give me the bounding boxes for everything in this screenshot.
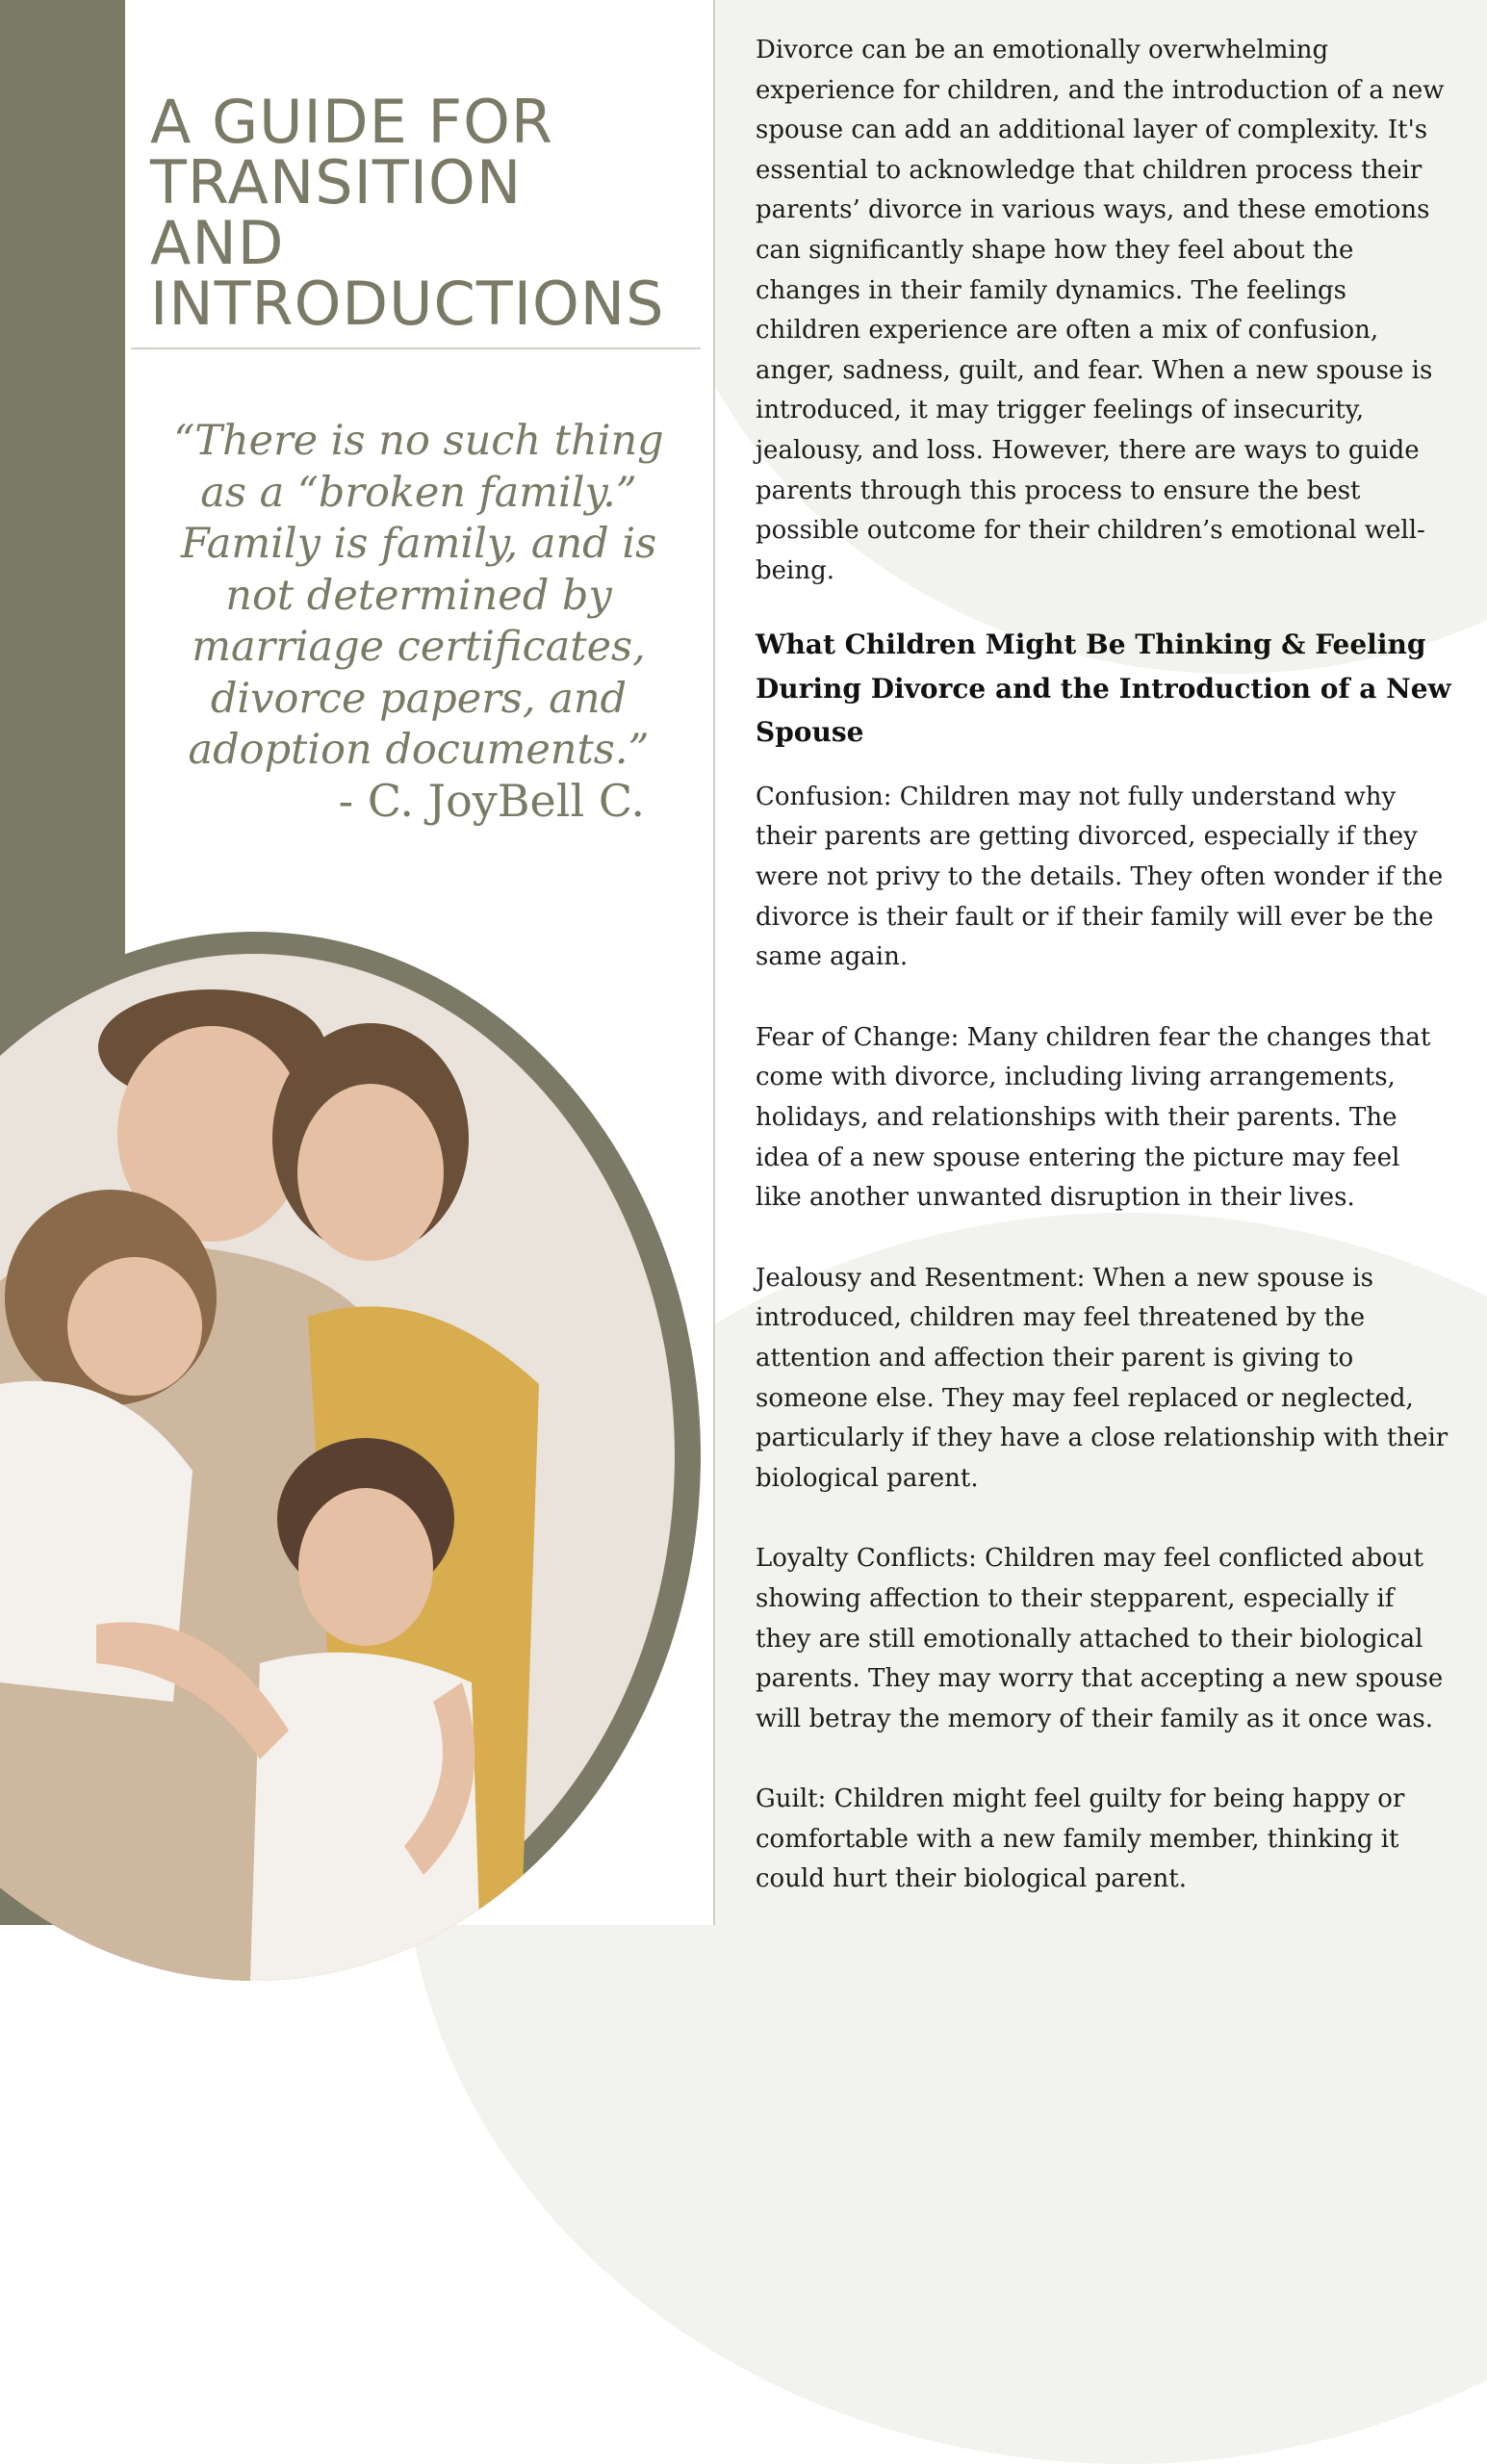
pull-quote: “There is no such thing as a “broken family.” Family is family, and is not determined by marriage certificates, divorce papers, and adoption documents.”: [173, 417, 664, 774]
section-heading: What Children Might Be Thinking & Feeling During Divorce and the Introduction of a New Spouse: [756, 629, 1451, 749]
column-divider: [713, 0, 715, 1925]
feeling-item-fear-of-change: Fear of Change: Many children fear the changes that come with divorce, including living arrangements, holidays, and relationships with their parents. The idea of a new spouse entering the picture may feel like another unwanted disruption in their lives.: [756, 1022, 1431, 1213]
feeling-item-loyalty: Loyalty Conflicts: Children may feel conflicted about showing affection to their stepparent, especially if they are still emotionally attached to their biological parents. They may worry that accepting a new spouse will betray the memory of their family as it once was.: [756, 1544, 1444, 1733]
quote-author: - C. JoyBell C.: [338, 775, 645, 827]
title-line: A GUIDE FOR: [150, 87, 553, 157]
intro-paragraph: Divorce can be an emotionally overwhelming experience for children, and the introduction of a new spouse can add an additional layer of complexity. It's essential to acknowledge that children process their parents’ divorce in various ways, and these emotions can significantly shape how they feel about the changes in their family dynamics. The feelings children experience are often a mix of confusion, anger, sadness, guilt, and fear. When a new spouse is introduced, it may trigger feelings of insecurity, jealousy, and loss. However, there are ways to guide parents through this process to ensure the best possible outcome for their children’s emotional well-being.: [756, 36, 1445, 585]
title-line: TRANSITION: [150, 147, 523, 218]
title-line: INTRODUCTIONS: [150, 269, 665, 339]
feeling-item-jealousy: Jealousy and Resentment: When a new spouse is introduced, children may feel threatened by the attention and affection their parent is giving to someone else. They may feel replaced or neglected, particularly if they have a close relationship with their biological parent.: [756, 1263, 1449, 1493]
page-title: [150, 87, 708, 339]
family-photo: [0, 932, 701, 1981]
feeling-item-guilt: Guilt: Children might feel guilty for being happy or comfortable with a new family member, thinking it could hurt their biological parent.: [756, 1784, 1405, 1894]
title-line: AND: [150, 208, 285, 278]
article-body: [756, 31, 1453, 1940]
feeling-item-confusion: Confusion: Children may not fully understand why their parents are getting divorced, especially if they were not privy to the details. They often wonder if the divorce is their fault or if their family will ever be the same again.: [756, 782, 1444, 972]
title-divider: [131, 347, 701, 349]
family-photo-icon: [0, 932, 701, 1981]
